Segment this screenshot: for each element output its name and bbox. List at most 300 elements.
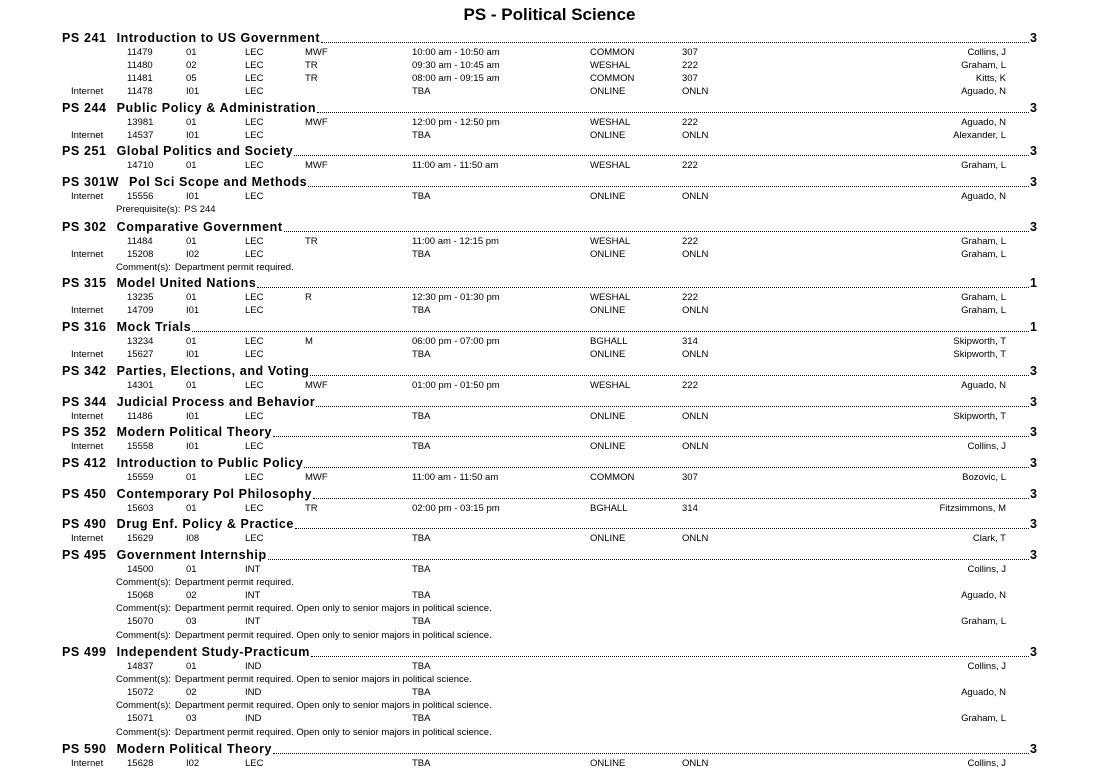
instructor: Skipworth, T xyxy=(953,349,1006,361)
course-credits: 3 xyxy=(1030,364,1037,378)
instructor: Alexander, L xyxy=(953,130,1006,142)
section-number: 01 xyxy=(186,236,197,247)
note-label: Comment(s): xyxy=(116,726,171,738)
leader-dots xyxy=(295,528,1029,529)
class-type: LEC xyxy=(245,249,264,261)
crn: 11486 xyxy=(127,411,153,422)
course-title: Independent Study-Practicum xyxy=(116,645,310,659)
time: 11:00 am - 11:50 am xyxy=(412,472,499,483)
course-header xyxy=(62,101,1037,117)
crn: 11480 xyxy=(127,60,153,72)
campus: Internet xyxy=(71,758,104,769)
building: ONLINE xyxy=(590,441,626,452)
class-type: LEC xyxy=(245,472,264,483)
instructor: Collins, J xyxy=(967,441,1006,452)
leader-dots xyxy=(311,656,1029,657)
course-code: PS 412 xyxy=(62,456,107,470)
time: TBA xyxy=(412,86,431,98)
class-type: LEC xyxy=(245,336,264,347)
instructor: Aguado, N xyxy=(961,86,1006,98)
class-type: LEC xyxy=(245,349,264,361)
section-row xyxy=(0,590,1099,602)
room: 307 xyxy=(682,472,698,483)
course-title: Modern Political Theory xyxy=(116,742,273,756)
time: TBA xyxy=(412,411,431,422)
time: 08:00 am - 09:15 am xyxy=(412,73,500,85)
course-header xyxy=(62,364,1037,380)
building: WESHAL xyxy=(590,236,631,247)
course-header xyxy=(62,425,1037,441)
building: ONLINE xyxy=(590,758,626,769)
building: ONLINE xyxy=(590,191,626,202)
leader-dots xyxy=(273,753,1029,754)
leader-dots xyxy=(321,42,1029,43)
course-header xyxy=(62,175,1037,191)
section-number: I01 xyxy=(186,349,200,361)
course-code: PS 302 xyxy=(62,220,107,234)
class-type: IND xyxy=(245,687,262,699)
section-row xyxy=(0,380,1099,392)
time: TBA xyxy=(412,687,431,699)
section-row xyxy=(0,349,1099,361)
course-code: PS 490 xyxy=(62,517,107,531)
leader-dots xyxy=(313,498,1029,499)
room: 222 xyxy=(682,117,698,128)
building: BGHALL xyxy=(590,336,628,347)
room: 222 xyxy=(682,292,698,303)
class-type: LEC xyxy=(245,86,264,98)
course-title: Contemporary Pol Philosophy xyxy=(116,487,312,501)
time: 11:00 am - 12:15 pm xyxy=(412,236,499,247)
leader-dots xyxy=(310,375,1029,376)
section-row xyxy=(0,73,1099,85)
course-title: Drug Enf. Policy & Practice xyxy=(116,517,294,531)
class-type: LEC xyxy=(245,117,264,128)
section-number: 02 xyxy=(186,590,197,602)
days: R xyxy=(305,292,312,303)
time: 01:00 pm - 01:50 pm xyxy=(412,380,500,391)
time: TBA xyxy=(412,713,431,725)
crn: 11478 xyxy=(127,86,153,98)
building: ONLINE xyxy=(590,349,626,361)
room: ONLN xyxy=(682,130,709,142)
class-type: LEC xyxy=(245,758,264,769)
course-header xyxy=(62,395,1037,411)
note-text: Department permit required. Open only to senior majors in political science. xyxy=(174,629,492,641)
crn: 15603 xyxy=(127,503,154,514)
section-number: 01 xyxy=(186,661,197,672)
page-title: PS - Political Science xyxy=(463,5,636,24)
leader-dots xyxy=(304,467,1029,468)
section-number: 01 xyxy=(186,472,197,483)
crn: 15068 xyxy=(127,590,154,602)
course-code: PS 301W xyxy=(62,175,120,189)
campus: Internet xyxy=(71,86,104,98)
class-type: INT xyxy=(245,616,261,628)
building: COMMON xyxy=(590,73,635,85)
campus: Internet xyxy=(71,191,104,202)
course-code: PS 344 xyxy=(62,395,107,409)
instructor: Aguado, N xyxy=(961,590,1006,602)
instructor: Aguado, N xyxy=(961,380,1006,391)
campus: Internet xyxy=(71,441,104,452)
building: ONLINE xyxy=(590,411,626,422)
days: TR xyxy=(305,60,318,72)
course-title: Global Politics and Society xyxy=(116,144,294,158)
building: COMMON xyxy=(590,472,635,483)
building: WESHAL xyxy=(590,117,631,128)
note-label: Comment(s): xyxy=(116,262,171,274)
section-number: I01 xyxy=(186,130,200,142)
campus: Internet xyxy=(71,249,104,261)
instructor: Kitts, K xyxy=(975,73,1006,85)
leader-dots xyxy=(192,331,1029,332)
crn: 11484 xyxy=(127,236,153,247)
building: WESHAL xyxy=(590,292,631,303)
crn: 13981 xyxy=(127,117,154,128)
section-number: 01 xyxy=(186,564,197,575)
instructor: Collins, J xyxy=(967,661,1006,672)
course-credits: 3 xyxy=(1030,517,1037,531)
class-type: LEC xyxy=(245,73,264,85)
class-type: IND xyxy=(245,713,262,725)
course-credits: 3 xyxy=(1030,548,1037,562)
note-text: Department permit required. Open to senior majors in political science. xyxy=(174,674,472,686)
course-title: Public Policy & Administration xyxy=(116,101,317,115)
course-code: PS 495 xyxy=(62,548,107,562)
time: 12:30 pm - 01:30 pm xyxy=(412,292,500,303)
course-header xyxy=(62,517,1037,533)
time: TBA xyxy=(412,661,431,672)
building: ONLINE xyxy=(590,249,626,261)
course-note xyxy=(116,727,492,739)
instructor: Collins, J xyxy=(967,47,1006,58)
section-row xyxy=(0,713,1099,725)
section-row xyxy=(0,249,1099,261)
days: MWF xyxy=(305,472,328,483)
room: ONLN xyxy=(682,441,709,452)
days: MWF xyxy=(305,117,328,128)
building: WESHAL xyxy=(590,60,631,72)
course-code: PS 315 xyxy=(62,276,107,290)
course-header xyxy=(62,144,1037,160)
campus: Internet xyxy=(71,349,104,361)
leader-dots xyxy=(284,231,1029,232)
class-type: INT xyxy=(245,590,261,602)
crn: 15208 xyxy=(127,249,154,261)
section-row xyxy=(0,441,1099,453)
campus: Internet xyxy=(71,130,104,142)
instructor: Skipworth, T xyxy=(953,411,1006,422)
leader-dots xyxy=(317,112,1029,113)
course-header xyxy=(62,456,1037,472)
course-note xyxy=(116,577,294,589)
crn: 13234 xyxy=(127,336,154,347)
days: TR xyxy=(305,503,318,514)
instructor: Collins, J xyxy=(967,564,1006,575)
crn: 15071 xyxy=(127,713,154,725)
section-row xyxy=(0,336,1099,348)
crn: 15070 xyxy=(127,616,154,628)
section-number: 03 xyxy=(186,616,197,628)
class-type: LEC xyxy=(245,503,264,514)
course-title: Pol Sci Scope and Methods xyxy=(129,175,308,189)
time: 02:00 pm - 03:15 pm xyxy=(412,503,500,514)
section-row xyxy=(0,472,1099,484)
course-header xyxy=(62,320,1037,336)
crn: 15628 xyxy=(127,758,154,769)
instructor: Graham, L xyxy=(961,616,1006,628)
building: ONLINE xyxy=(590,86,626,98)
section-row xyxy=(0,661,1099,673)
crn: 14537 xyxy=(127,130,154,142)
class-type: LEC xyxy=(245,441,264,452)
class-type: INT xyxy=(245,564,261,575)
section-row xyxy=(0,616,1099,628)
course-code: PS 241 xyxy=(62,31,107,45)
class-type: LEC xyxy=(245,191,264,202)
room: ONLN xyxy=(682,249,709,261)
course-code: PS 499 xyxy=(62,645,107,659)
instructor: Graham, L xyxy=(961,60,1006,72)
time: TBA xyxy=(412,564,431,575)
section-row xyxy=(0,47,1099,59)
time: TBA xyxy=(412,441,431,452)
class-type: LEC xyxy=(245,305,264,317)
time: 09:30 am - 10:45 am xyxy=(412,60,500,72)
note-text: Department permit required. xyxy=(174,577,294,589)
section-number: 01 xyxy=(186,47,197,58)
crn: 13235 xyxy=(127,292,154,303)
course-header xyxy=(62,31,1037,47)
crn: 11479 xyxy=(127,47,153,58)
course-note xyxy=(116,204,216,216)
section-number: I01 xyxy=(186,305,200,317)
days: M xyxy=(305,336,313,347)
course-code: PS 352 xyxy=(62,425,107,439)
time: TBA xyxy=(412,349,431,361)
course-header xyxy=(62,548,1037,564)
note-text: PS 244 xyxy=(184,204,216,216)
section-row xyxy=(0,533,1099,545)
time: 12:00 pm - 12:50 pm xyxy=(412,117,500,128)
room: ONLN xyxy=(682,533,709,544)
leader-dots xyxy=(273,436,1029,437)
section-row xyxy=(0,160,1099,172)
note-label: Comment(s): xyxy=(116,577,171,589)
room: ONLN xyxy=(682,305,709,317)
building: COMMON xyxy=(590,47,635,58)
course-credits: 1 xyxy=(1030,276,1037,290)
section-row xyxy=(0,564,1099,576)
section-number: 01 xyxy=(186,503,197,514)
crn: 15629 xyxy=(127,533,154,544)
time: TBA xyxy=(412,533,431,544)
section-number: 01 xyxy=(186,160,197,171)
campus: Internet xyxy=(71,305,104,317)
section-number: 05 xyxy=(186,73,197,85)
crn: 15559 xyxy=(127,472,154,483)
course-credits: 3 xyxy=(1030,175,1037,189)
course-credits: 3 xyxy=(1030,101,1037,115)
class-type: LEC xyxy=(245,533,264,544)
leader-dots xyxy=(308,186,1029,187)
room: ONLN xyxy=(682,349,709,361)
course-credits: 3 xyxy=(1030,220,1037,234)
instructor: Fitzsimmons, M xyxy=(939,503,1006,514)
days: MWF xyxy=(305,160,328,171)
course-note xyxy=(116,630,492,642)
note-label: Comment(s): xyxy=(116,603,171,615)
crn: 15072 xyxy=(127,687,154,699)
course-code: PS 590 xyxy=(62,742,107,756)
course-title: Introduction to Public Policy xyxy=(116,456,304,470)
section-row xyxy=(0,86,1099,98)
building: WESHAL xyxy=(590,380,631,391)
section-row xyxy=(0,60,1099,72)
class-type: LEC xyxy=(245,60,264,72)
course-title: Comparative Government xyxy=(116,220,283,234)
instructor: Graham, L xyxy=(961,160,1006,171)
class-type: LEC xyxy=(245,130,264,142)
room: 222 xyxy=(682,380,698,391)
course-credits: 3 xyxy=(1030,742,1037,756)
note-label: Prerequisite(s): xyxy=(116,204,181,216)
course-note xyxy=(116,674,472,686)
class-type: LEC xyxy=(245,411,264,422)
course-credits: 3 xyxy=(1030,456,1037,470)
instructor: Graham, L xyxy=(961,292,1006,303)
section-row xyxy=(0,503,1099,515)
course-credits: 3 xyxy=(1030,425,1037,439)
section-number: I02 xyxy=(186,249,200,261)
course-title: Modern Political Theory xyxy=(116,425,273,439)
time: TBA xyxy=(412,758,431,769)
section-row xyxy=(0,411,1099,423)
course-title: Judicial Process and Behavior xyxy=(116,395,316,409)
course-code: PS 342 xyxy=(62,364,107,378)
campus: Internet xyxy=(71,411,104,422)
room: 307 xyxy=(682,73,698,85)
room: 222 xyxy=(682,160,698,171)
section-number: 01 xyxy=(186,336,197,347)
time: TBA xyxy=(412,590,431,602)
room: 222 xyxy=(682,60,698,72)
course-credits: 1 xyxy=(1030,320,1037,334)
leader-dots xyxy=(268,559,1029,560)
instructor: Graham, L xyxy=(961,713,1006,725)
course-title: Mock Trials xyxy=(116,320,192,334)
section-number: I01 xyxy=(186,411,200,422)
section-number: I01 xyxy=(186,86,200,98)
building: ONLINE xyxy=(590,305,626,317)
course-credits: 3 xyxy=(1030,144,1037,158)
section-row xyxy=(0,117,1099,129)
course-header xyxy=(62,487,1037,503)
crn: 15556 xyxy=(127,191,154,202)
building: BGHALL xyxy=(590,503,628,514)
room: ONLN xyxy=(682,758,709,769)
section-row xyxy=(0,292,1099,304)
section-row xyxy=(0,305,1099,317)
instructor: Bozovic, L xyxy=(962,472,1006,483)
section-number: 01 xyxy=(186,380,197,391)
course-header xyxy=(62,645,1037,661)
instructor: Aguado, N xyxy=(961,117,1006,128)
course-code: PS 251 xyxy=(62,144,107,158)
crn: 14710 xyxy=(127,160,154,171)
time: 11:00 am - 11:50 am xyxy=(412,160,499,171)
section-row xyxy=(0,130,1099,142)
instructor: Skipworth, T xyxy=(953,336,1006,347)
class-type: IND xyxy=(245,661,262,672)
section-row xyxy=(0,236,1099,248)
class-type: LEC xyxy=(245,47,264,58)
course-credits: 3 xyxy=(1030,487,1037,501)
time: TBA xyxy=(412,191,431,202)
course-credits: 3 xyxy=(1030,395,1037,409)
course-credits: 3 xyxy=(1030,31,1037,45)
building: WESHAL xyxy=(590,160,631,171)
time: 06:00 pm - 07:00 pm xyxy=(412,336,500,347)
class-type: LEC xyxy=(245,236,264,247)
note-text: Department permit required. Open only to senior majors in political science. xyxy=(174,603,492,615)
room: 314 xyxy=(682,336,698,347)
leader-dots xyxy=(316,406,1029,407)
note-text: Department permit required. xyxy=(174,262,294,274)
course-credits: 3 xyxy=(1030,645,1037,659)
section-number: I01 xyxy=(186,191,200,202)
section-number: 03 xyxy=(186,713,197,725)
instructor: Clark, T xyxy=(972,533,1006,544)
section-row xyxy=(0,191,1099,203)
course-code: PS 244 xyxy=(62,101,107,115)
room: 222 xyxy=(682,236,698,247)
class-type: LEC xyxy=(245,292,264,303)
crn: 14301 xyxy=(127,380,154,391)
section-number: 01 xyxy=(186,292,197,303)
room: ONLN xyxy=(682,411,709,422)
section-number: I02 xyxy=(186,758,200,769)
room: ONLN xyxy=(682,191,709,202)
note-text: Department permit required. Open only to senior majors in political science. xyxy=(174,726,492,738)
crn: 15558 xyxy=(127,441,154,452)
building: ONLINE xyxy=(590,130,626,142)
time: TBA xyxy=(412,249,431,261)
course-code: PS 450 xyxy=(62,487,107,501)
section-number: I01 xyxy=(186,441,200,452)
course-title: Government Internship xyxy=(116,548,267,562)
time: TBA xyxy=(412,616,431,628)
course-title: Introduction to US Government xyxy=(116,31,321,45)
days: MWF xyxy=(305,47,328,58)
instructor: Graham, L xyxy=(961,236,1006,247)
instructor: Graham, L xyxy=(961,249,1006,261)
building: ONLINE xyxy=(590,533,626,544)
campus: Internet xyxy=(71,533,104,544)
days: MWF xyxy=(305,380,328,391)
crn: 14500 xyxy=(127,564,154,575)
course-header xyxy=(62,220,1037,236)
instructor: Collins, J xyxy=(967,758,1006,769)
time: 10:00 am - 10:50 am xyxy=(412,47,500,58)
days: TR xyxy=(305,73,318,85)
section-number: I08 xyxy=(186,533,200,544)
crn: 14837 xyxy=(127,661,154,672)
course-note xyxy=(116,262,294,274)
time: TBA xyxy=(412,130,431,142)
course-title: Model United Nations xyxy=(116,276,257,290)
